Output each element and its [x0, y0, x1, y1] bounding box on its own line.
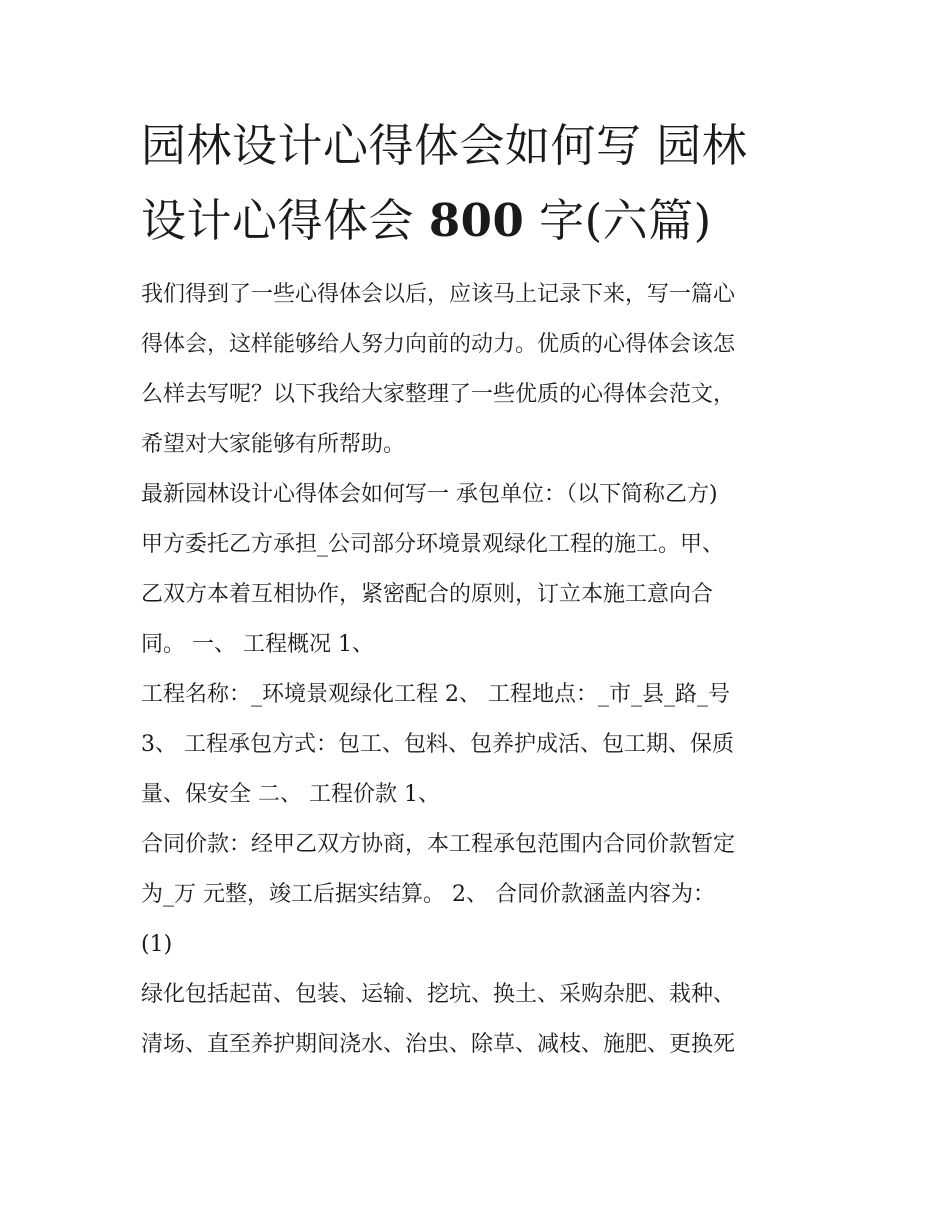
title-suffix: 字(六篇)	[539, 194, 712, 247]
text-line-11: 量、保安全 二、 工程价款 1、	[141, 782, 440, 807]
text-line-10: 3、 工程承包方式：包工、包料、包养护成活、包工期、保质	[141, 732, 734, 757]
text-line-13: 为_万 元整，竣工后据实结算。 2、 合同价款涵盖内容为：	[141, 882, 715, 907]
text-line-12: 合同价款：经甲乙双方协商，本工程承包范围内合同价款暂定	[141, 832, 736, 857]
text-line-7: 乙双方本着互相协作，紧密配合的原则，订立本施工意向合	[141, 582, 714, 607]
document-title	[141, 108, 831, 258]
text-line-6: 甲方委托乙方承担_公司部分环境景观绿化工程的施工。甲、	[141, 532, 725, 557]
text-line-5: 最新园林设计心得体会如何写一 承包单位：（以下简称乙方)	[141, 482, 718, 507]
text-line-15: 绿化包括起苗、包装、运输、挖坑、换土、采购杂肥、栽种、	[141, 982, 736, 1007]
title-number: 800	[428, 194, 525, 247]
text-line-1: 我们得到了一些心得体会以后，应该马上记录下来，写一篇心	[141, 282, 736, 307]
document-content	[141, 108, 831, 1070]
text-line-14: (1)	[141, 932, 173, 957]
title-line-2: 设计心得体会	[141, 194, 415, 247]
text-line-4: 希望对大家能够有所帮助。	[141, 432, 406, 457]
text-line-8: 同。 一、 工程概况 1、	[141, 632, 374, 657]
text-line-2: 得体会，这样能够给人努力向前的动力。优质的心得体会该怎	[141, 332, 736, 357]
title-line-1: 园林设计心得体会如何写 园林	[141, 119, 748, 172]
text-line-3: 么样去写呢？以下我给大家整理了一些优质的心得体会范文，	[141, 382, 736, 407]
text-line-16: 清场、直至养护期间浇水、治虫、除草、减枝、施肥、更换死	[141, 1032, 736, 1057]
text-line-9: 工程名称：_环境景观绿化工程 2、 工程地点：_市_县_路_号	[141, 682, 730, 707]
